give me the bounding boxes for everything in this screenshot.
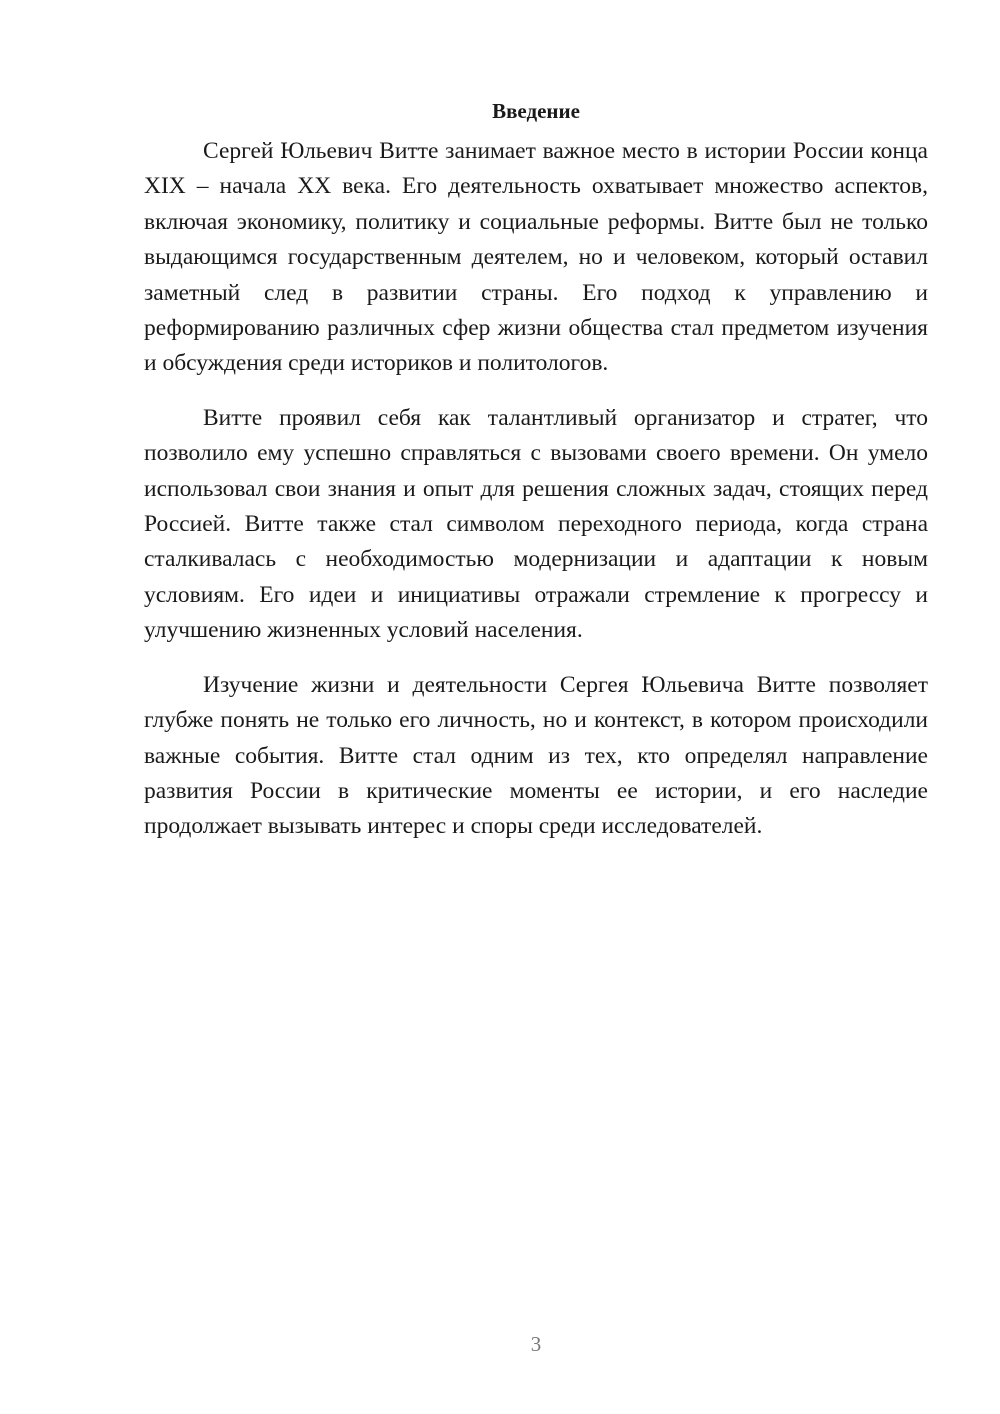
document-body — [144, 96, 928, 864]
section-title: Введение — [492, 99, 580, 123]
paragraph-1: Сергей Юльевич Витте занимает важное место в истории России конца XIX – начала XX века. Его деятельность охватывает множество аспектов, включая экономику, политику и социальные реформы. Витте был не только выдающимся государственным деятелем, но и человеком, который оставил заметный след в развитии страны. Его подход к управлению и реформированию различных сфер жизни общества стал предметом изучения и обсуждения среди историков и политологов. — [144, 138, 928, 377]
paragraph-2: Витте проявил себя как талантливый организатор и стратег, что позволило ему успешно справляться с вызовами своего времени. Он умело использовал свои знания и опыт для решения сложных задач, стоящих перед Россией. Витте также стал символом переходного периода, когда страна сталкивалась с необходимостью модернизации и адаптации к новым условиям. Его идеи и инициативы отражали стремление к прогрессу и улучшению жизненных условий населения. — [144, 404, 928, 644]
page-number: 3 — [530, 1332, 542, 1356]
paragraph-3: Изучение жизни и деятельности Сергея Юльевича Витте позволяет глубже понять не только его личность, но и контекст, в котором происходили важные события. Витте стал одним из тех, кто определял направление развития России в критические моменты ее истории, и его наследие продолжает вызывать интерес и споры среди исследователей. — [144, 671, 928, 840]
